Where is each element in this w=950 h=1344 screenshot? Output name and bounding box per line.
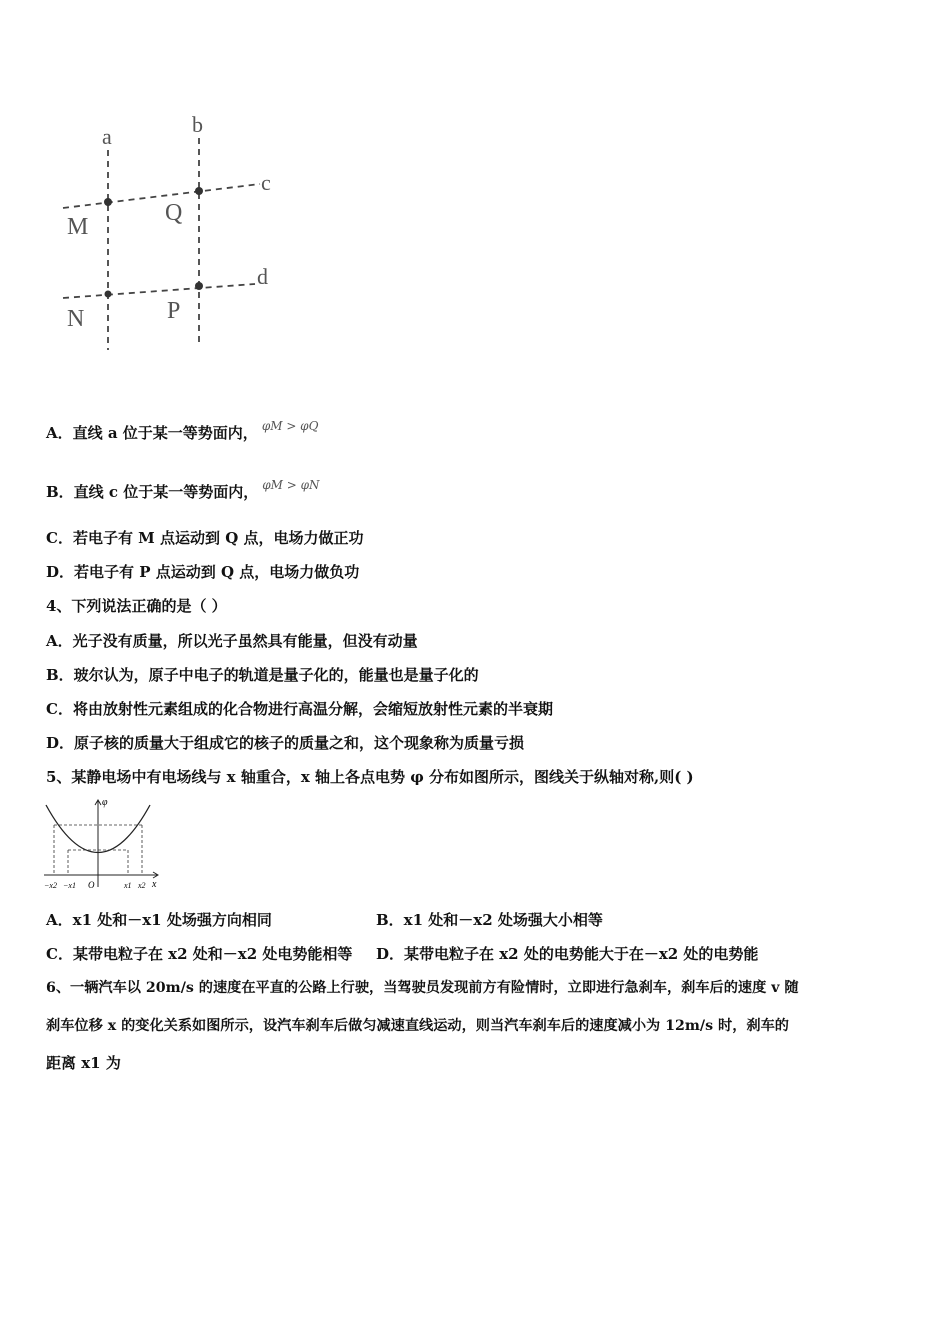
tick-neg-x2: −x2	[44, 881, 57, 890]
line-c	[63, 184, 260, 208]
equipotential-figure	[55, 108, 285, 358]
label-Q: Q	[165, 200, 183, 226]
point-M	[104, 198, 112, 206]
q3-option-c: C．若电子有 M 点运动到 Q 点，电场力做正功	[46, 529, 364, 547]
q6-line-3: 距离 x1 为	[46, 1054, 121, 1072]
q6-line-1: 6、一辆汽车以 20m/s 的速度在平直的公路上行驶，当驾驶员发现前方有险情时，立即进行急刹车，刹车后的速度 v 随	[46, 980, 799, 996]
point-P	[195, 282, 203, 290]
q5-option-d: D．某带电粒子在 x2 处的电势能大于在－x2 处的电势能	[376, 945, 759, 963]
q3-option-b	[46, 478, 320, 503]
q5-option-c: C．某带电粒子在 x2 处和－x2 处电势能相等	[46, 945, 353, 963]
potential-graph	[40, 795, 170, 895]
q3-option-a-text: A．直线 a 位于某一等势面内，	[46, 424, 258, 442]
label-N: N	[67, 306, 85, 332]
q3-option-b-text: B．直线 c 位于某一等势面内，	[46, 483, 259, 501]
label-a: a	[102, 124, 112, 149]
q3-option-a	[46, 419, 319, 444]
q5-stem: 5、某静电场中有电场线与 x 轴重合，x 轴上各点电势 φ 分布如图所示，图线关于纵轴对称,则( )	[46, 768, 694, 786]
label-P: P	[167, 298, 181, 324]
q3-option-a-formula: φM > φQ	[261, 419, 319, 433]
tick-x1: x1	[124, 881, 132, 890]
label-b: b	[192, 112, 203, 137]
q4-option-b: B．玻尔认为，原子中电子的轨道是量子化的，能量也是量子化的	[46, 666, 479, 684]
point-N	[105, 291, 112, 298]
tick-x2: x2	[138, 881, 146, 890]
q4-option-a: A．光子没有质量，所以光子虽然具有能量，但没有动量	[46, 632, 418, 650]
x-axis-label: x	[152, 879, 157, 890]
label-c: c	[261, 170, 271, 195]
q5-option-b: B．x1 处和－x2 处场强大小相等	[376, 911, 603, 929]
q3-option-b-formula: φM > φN	[262, 478, 320, 492]
q5-option-a: A．x1 处和－x1 处场强方向相同	[46, 911, 272, 929]
tick-origin: O	[88, 880, 95, 890]
line-d	[63, 284, 255, 298]
point-Q	[195, 187, 203, 195]
q4-option-c: C．将由放射性元素组成的化合物进行高温分解，会缩短放射性元素的半衰期	[46, 700, 553, 718]
label-M: M	[67, 214, 89, 240]
q4-option-d: D．原子核的质量大于组成它的核子的质量之和，这个现象称为质量亏损	[46, 734, 525, 752]
y-axis-label: φ	[102, 797, 108, 808]
q6-line-2: 刹车位移 x 的变化关系如图所示，设汽车刹车后做匀减速直线运动，则当汽车刹车后的速度减小为 12m/s 时，刹车的	[46, 1018, 789, 1034]
q4-stem: 4、下列说法正确的是（ ）	[46, 597, 227, 615]
q3-option-d: D．若电子有 P 点运动到 Q 点，电场力做负功	[46, 563, 360, 581]
label-d: d	[257, 264, 268, 289]
tick-neg-x1: −x1	[63, 881, 76, 890]
